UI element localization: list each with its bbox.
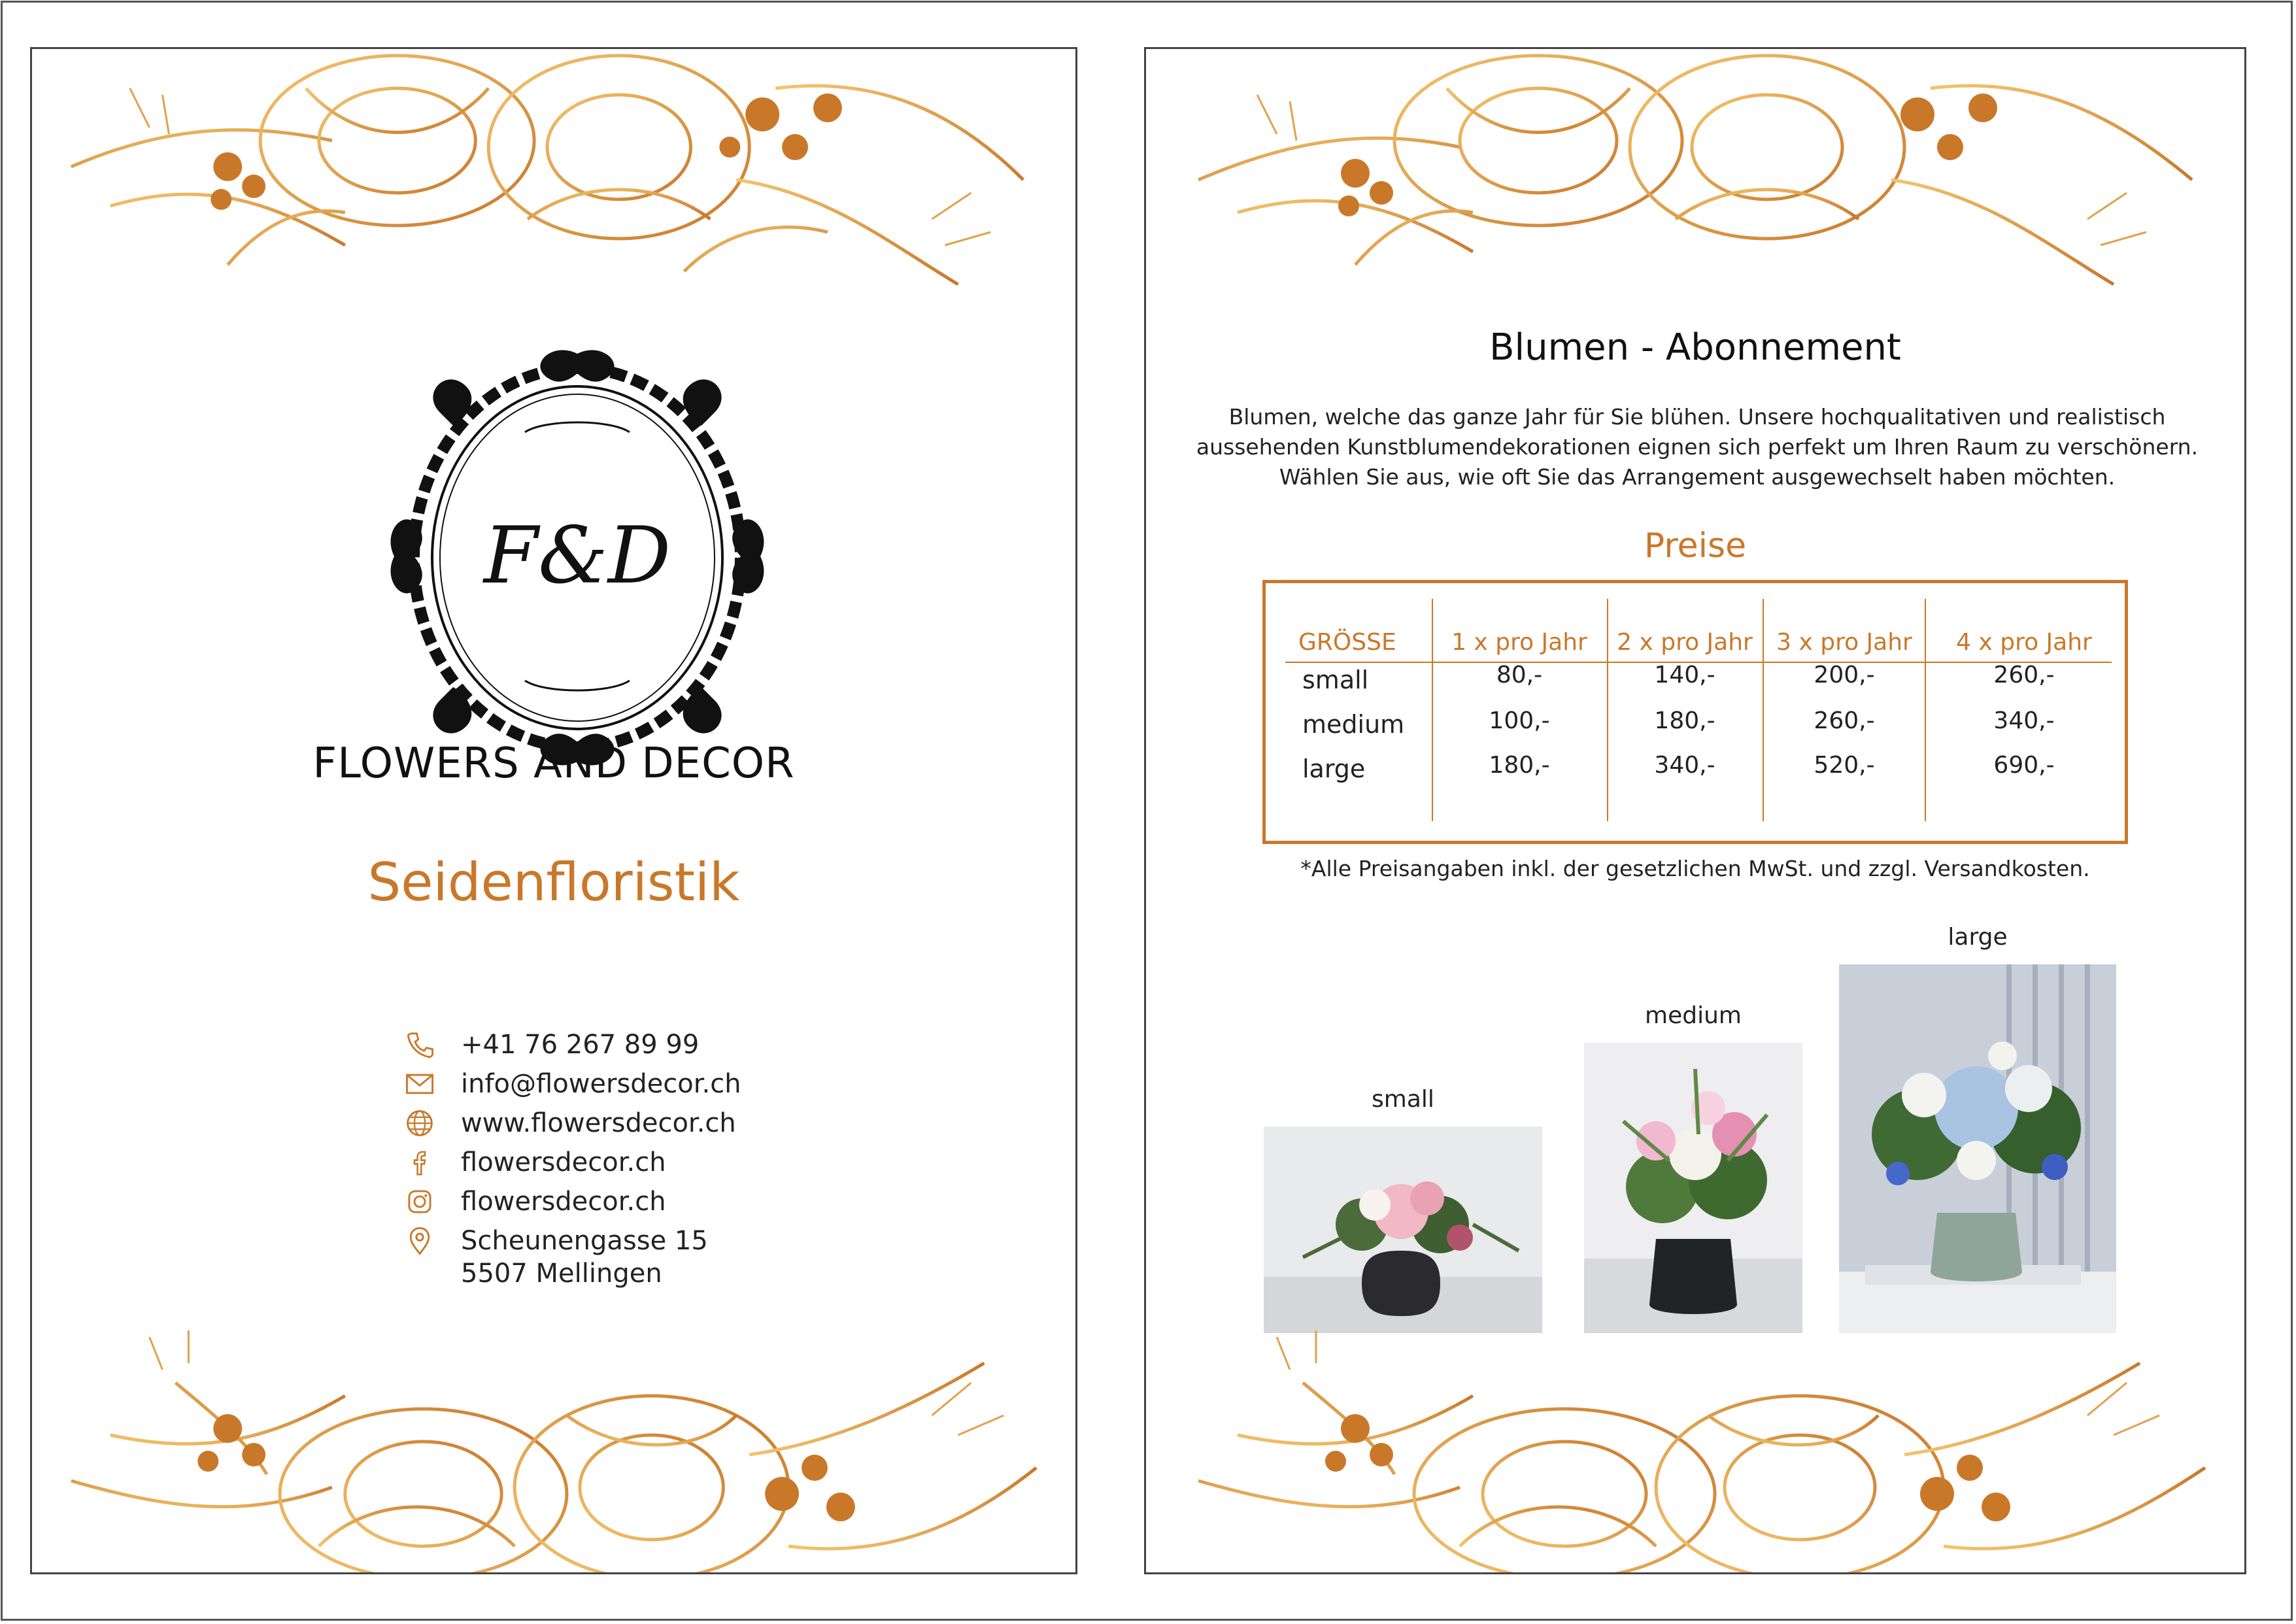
- prices-heading: Preise: [1644, 526, 1747, 566]
- table-cell: 340,-: [1993, 707, 2055, 734]
- photo-large-arrangement: [1839, 964, 2116, 1333]
- table-header-2x: 2 x pro Jahr: [1617, 629, 1753, 656]
- contact-phone-text: +41 76 267 89 99: [461, 1030, 700, 1060]
- price-table: [1262, 580, 2128, 844]
- contact-address-street: Scheunengasse 15: [461, 1226, 708, 1256]
- table-cell: 340,-: [1654, 752, 1715, 779]
- table-header-4x: 4 x pro Jahr: [1956, 629, 2092, 656]
- floral-border-top: [1146, 49, 2244, 297]
- table-cell: 180,-: [1654, 707, 1715, 734]
- table-divider: [1432, 599, 1433, 821]
- brand-name: FLOWERS AND DECOR: [312, 739, 795, 788]
- table-cell: 260,-: [1993, 662, 2055, 688]
- mail-icon: [405, 1069, 435, 1099]
- contact-address-city: 5507 Mellingen: [461, 1259, 662, 1289]
- phone-icon: [405, 1030, 435, 1060]
- table-header-size: GRÖSSE: [1298, 629, 1396, 656]
- floral-border-bottom: [32, 1324, 1075, 1572]
- table-cell: 520,-: [1814, 752, 1875, 779]
- contact-email-text: info@flowersdecor.ch: [461, 1069, 741, 1099]
- location-pin-icon: [405, 1226, 435, 1256]
- contact-address[interactable]: [405, 1225, 741, 1290]
- table-divider: [1763, 599, 1764, 821]
- photo-medium-arrangement: [1584, 1043, 1802, 1333]
- fd-logo-emblem: [381, 341, 773, 775]
- contact-phone[interactable]: [405, 1028, 741, 1061]
- table-row-size: medium: [1302, 710, 1405, 739]
- globe-icon: [405, 1108, 435, 1138]
- contact-instagram-text: flowersdecor.ch: [461, 1187, 666, 1217]
- price-footnote: *Alle Preisangaben inkl. der gesetzlichen MwSt. und zzgl. Versandkosten.: [1300, 856, 2090, 881]
- brochure-cover-page: [30, 47, 1077, 1574]
- contact-email[interactable]: [405, 1068, 741, 1100]
- table-header-3x: 3 x pro Jahr: [1776, 629, 1912, 656]
- table-divider: [1925, 599, 1926, 821]
- table-cell: 140,-: [1654, 662, 1715, 688]
- table-row-size: small: [1302, 666, 1369, 694]
- photo-label-large: large: [1948, 924, 2008, 951]
- instagram-icon: [405, 1187, 435, 1217]
- intro-paragraph: [1185, 402, 2209, 492]
- intro-line-3: Wählen Sie aus, wie oft Sie das Arrangement ausgewechselt haben möchten.: [1279, 464, 2116, 490]
- contact-facebook[interactable]: [405, 1146, 741, 1179]
- contact-list: [405, 1028, 741, 1296]
- table-divider: [1607, 599, 1608, 821]
- table-cell: 260,-: [1814, 707, 1875, 734]
- intro-line-1: Blumen, welche das ganze Jahr für Sie blühen. Unsere hochqualitativen und realistisch: [1228, 404, 2166, 430]
- photo-small-arrangement: [1264, 1126, 1542, 1333]
- brochure-pricing-page: [1144, 47, 2246, 1574]
- table-cell: 690,-: [1993, 752, 2055, 779]
- table-cell: 80,-: [1496, 662, 1543, 688]
- contact-instagram[interactable]: [405, 1185, 741, 1218]
- page-title: Blumen - Abonnement: [1489, 326, 1901, 369]
- photo-label-medium: medium: [1645, 1002, 1742, 1029]
- contact-facebook-text: flowersdecor.ch: [461, 1147, 666, 1177]
- table-cell: 100,-: [1489, 707, 1550, 734]
- facebook-icon: [405, 1147, 435, 1177]
- photo-label-small: small: [1372, 1086, 1434, 1113]
- table-cell: 180,-: [1489, 752, 1550, 779]
- page-subtitle: Seidenfloristik: [367, 852, 740, 913]
- table-cell: 200,-: [1814, 662, 1875, 688]
- floral-border-top: [32, 49, 1075, 297]
- logo-monogram: F&D: [483, 511, 671, 601]
- floral-border-bottom: [1146, 1324, 2244, 1572]
- contact-website[interactable]: [405, 1107, 741, 1140]
- table-header-1x: 1 x pro Jahr: [1451, 629, 1587, 656]
- table-row-size: large: [1302, 754, 1366, 783]
- intro-line-2: aussehenden Kunstblumendekorationen eignen sich perfekt um Ihren Raum zu verschönern.: [1196, 434, 2199, 460]
- contact-website-text: www.flowersdecor.ch: [461, 1108, 736, 1138]
